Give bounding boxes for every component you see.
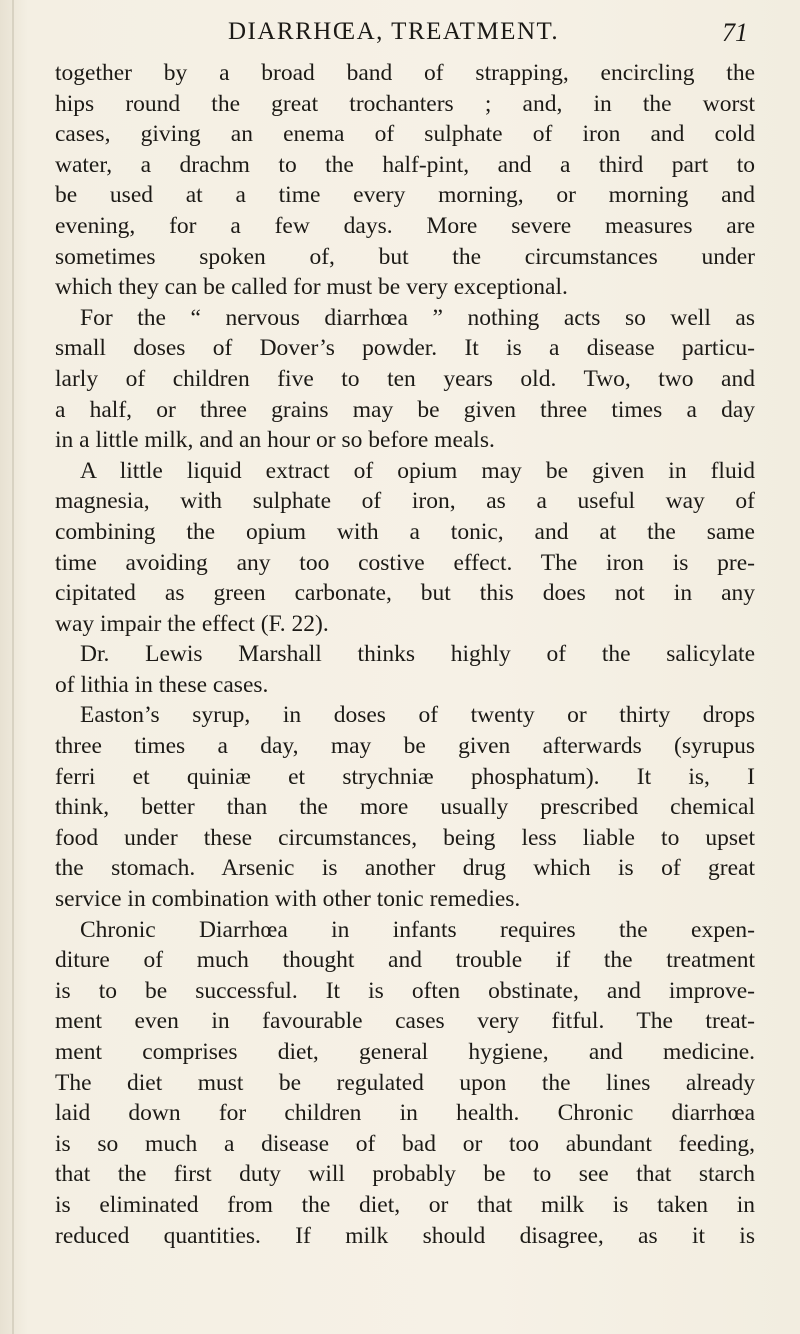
text-line: hips round the great trochanters ; and, in the worst (55, 90, 755, 117)
text-line: of lithia in these cases. (55, 671, 269, 698)
text-line: sometimes spoken of, but the circumstances under (55, 243, 755, 270)
text-line: cases, giving an enema of sulphate of iron and cold (55, 121, 755, 148)
text-line: Dr. Lewis Marshall thinks highly of the salicylate (80, 641, 755, 668)
text-line: be used at a time every morning, or morning and (55, 182, 755, 209)
text-line: is eliminated from the diet, or that milk is taken in (55, 1191, 755, 1218)
text-line: way impair the effect (F. 22). (55, 610, 329, 637)
text-line: food under these circumstances, being less liable to upset (55, 824, 755, 851)
text-line: ferri et quiniæ et strychniæ phosphatum). It is, I (55, 763, 755, 790)
text-line: ment even in favourable cases very fitful. The treat- (55, 1008, 755, 1035)
text-line: Easton’s syrup, in doses of twenty or thirty drops (80, 702, 755, 729)
text-line: a half, or three grains may be given three times a day (55, 396, 755, 423)
text-line: is so much a disease of bad or too abundant feeding, (55, 1130, 755, 1157)
text-line: cipitated as green carbonate, but this does not in any (55, 580, 755, 607)
text-line: combining the opium with a tonic, and at the same (55, 518, 755, 545)
text-line: small doses of Dover’s powder. It is a disease particu- (55, 335, 755, 362)
page-number: 71 (722, 18, 748, 47)
running-title: DIARRHŒA, TREATMENT. (228, 18, 560, 45)
text-line: is to be successful. It is often obstinate, and improve- (55, 977, 755, 1004)
running-header (60, 18, 750, 52)
text-line: ment comprises diet, general hygiene, and medicine. (55, 1039, 755, 1065)
text-line: water, a drachm to the half-pint, and a third part to (55, 151, 755, 178)
text-line: laid down for children in health. Chronic diarrhœa (55, 1100, 755, 1127)
text-line: three times a day, may be given afterwards (syrupus (55, 733, 755, 760)
text-line: in a little milk, and an hour or so before meals. (55, 427, 495, 454)
text-line: that the first duty will probably be to see that starch (55, 1161, 755, 1188)
text-line: The diet must be regulated upon the lines already (55, 1069, 755, 1096)
body-text (55, 58, 755, 1251)
text-line: larly of children five to ten years old. Two, two and (55, 365, 755, 392)
binding-gutter (12, 0, 14, 1334)
text-line: which they can be called for must be very exceptional. (55, 274, 568, 301)
text-line: Chronic Diarrhœa in infants requires the expen- (80, 916, 755, 943)
text-line: think, better than the more usually prescribed chemical (55, 794, 755, 821)
text-line: time avoiding any too costive effect. The iron is pre- (55, 549, 755, 576)
text-line: together by a broad band of strapping, encircling the (55, 60, 755, 86)
text-line: reduced quantities. If milk should disagree, as it is (55, 1222, 755, 1249)
text-line: the stomach. Arsenic is another drug which is of great (55, 855, 755, 882)
text-line: evening, for a few days. More severe measures are (55, 212, 755, 239)
text-line: A little liquid extract of opium may be given in fluid (80, 457, 755, 484)
text-line: For the “ nervous diarrhœa ” nothing acts so well as (80, 304, 755, 331)
text-line: service in combination with other tonic remedies. (55, 886, 521, 913)
text-line: magnesia, with sulphate of iron, as a useful way of (55, 488, 755, 515)
text-line: diture of much thought and trouble if the treatment (55, 947, 755, 974)
